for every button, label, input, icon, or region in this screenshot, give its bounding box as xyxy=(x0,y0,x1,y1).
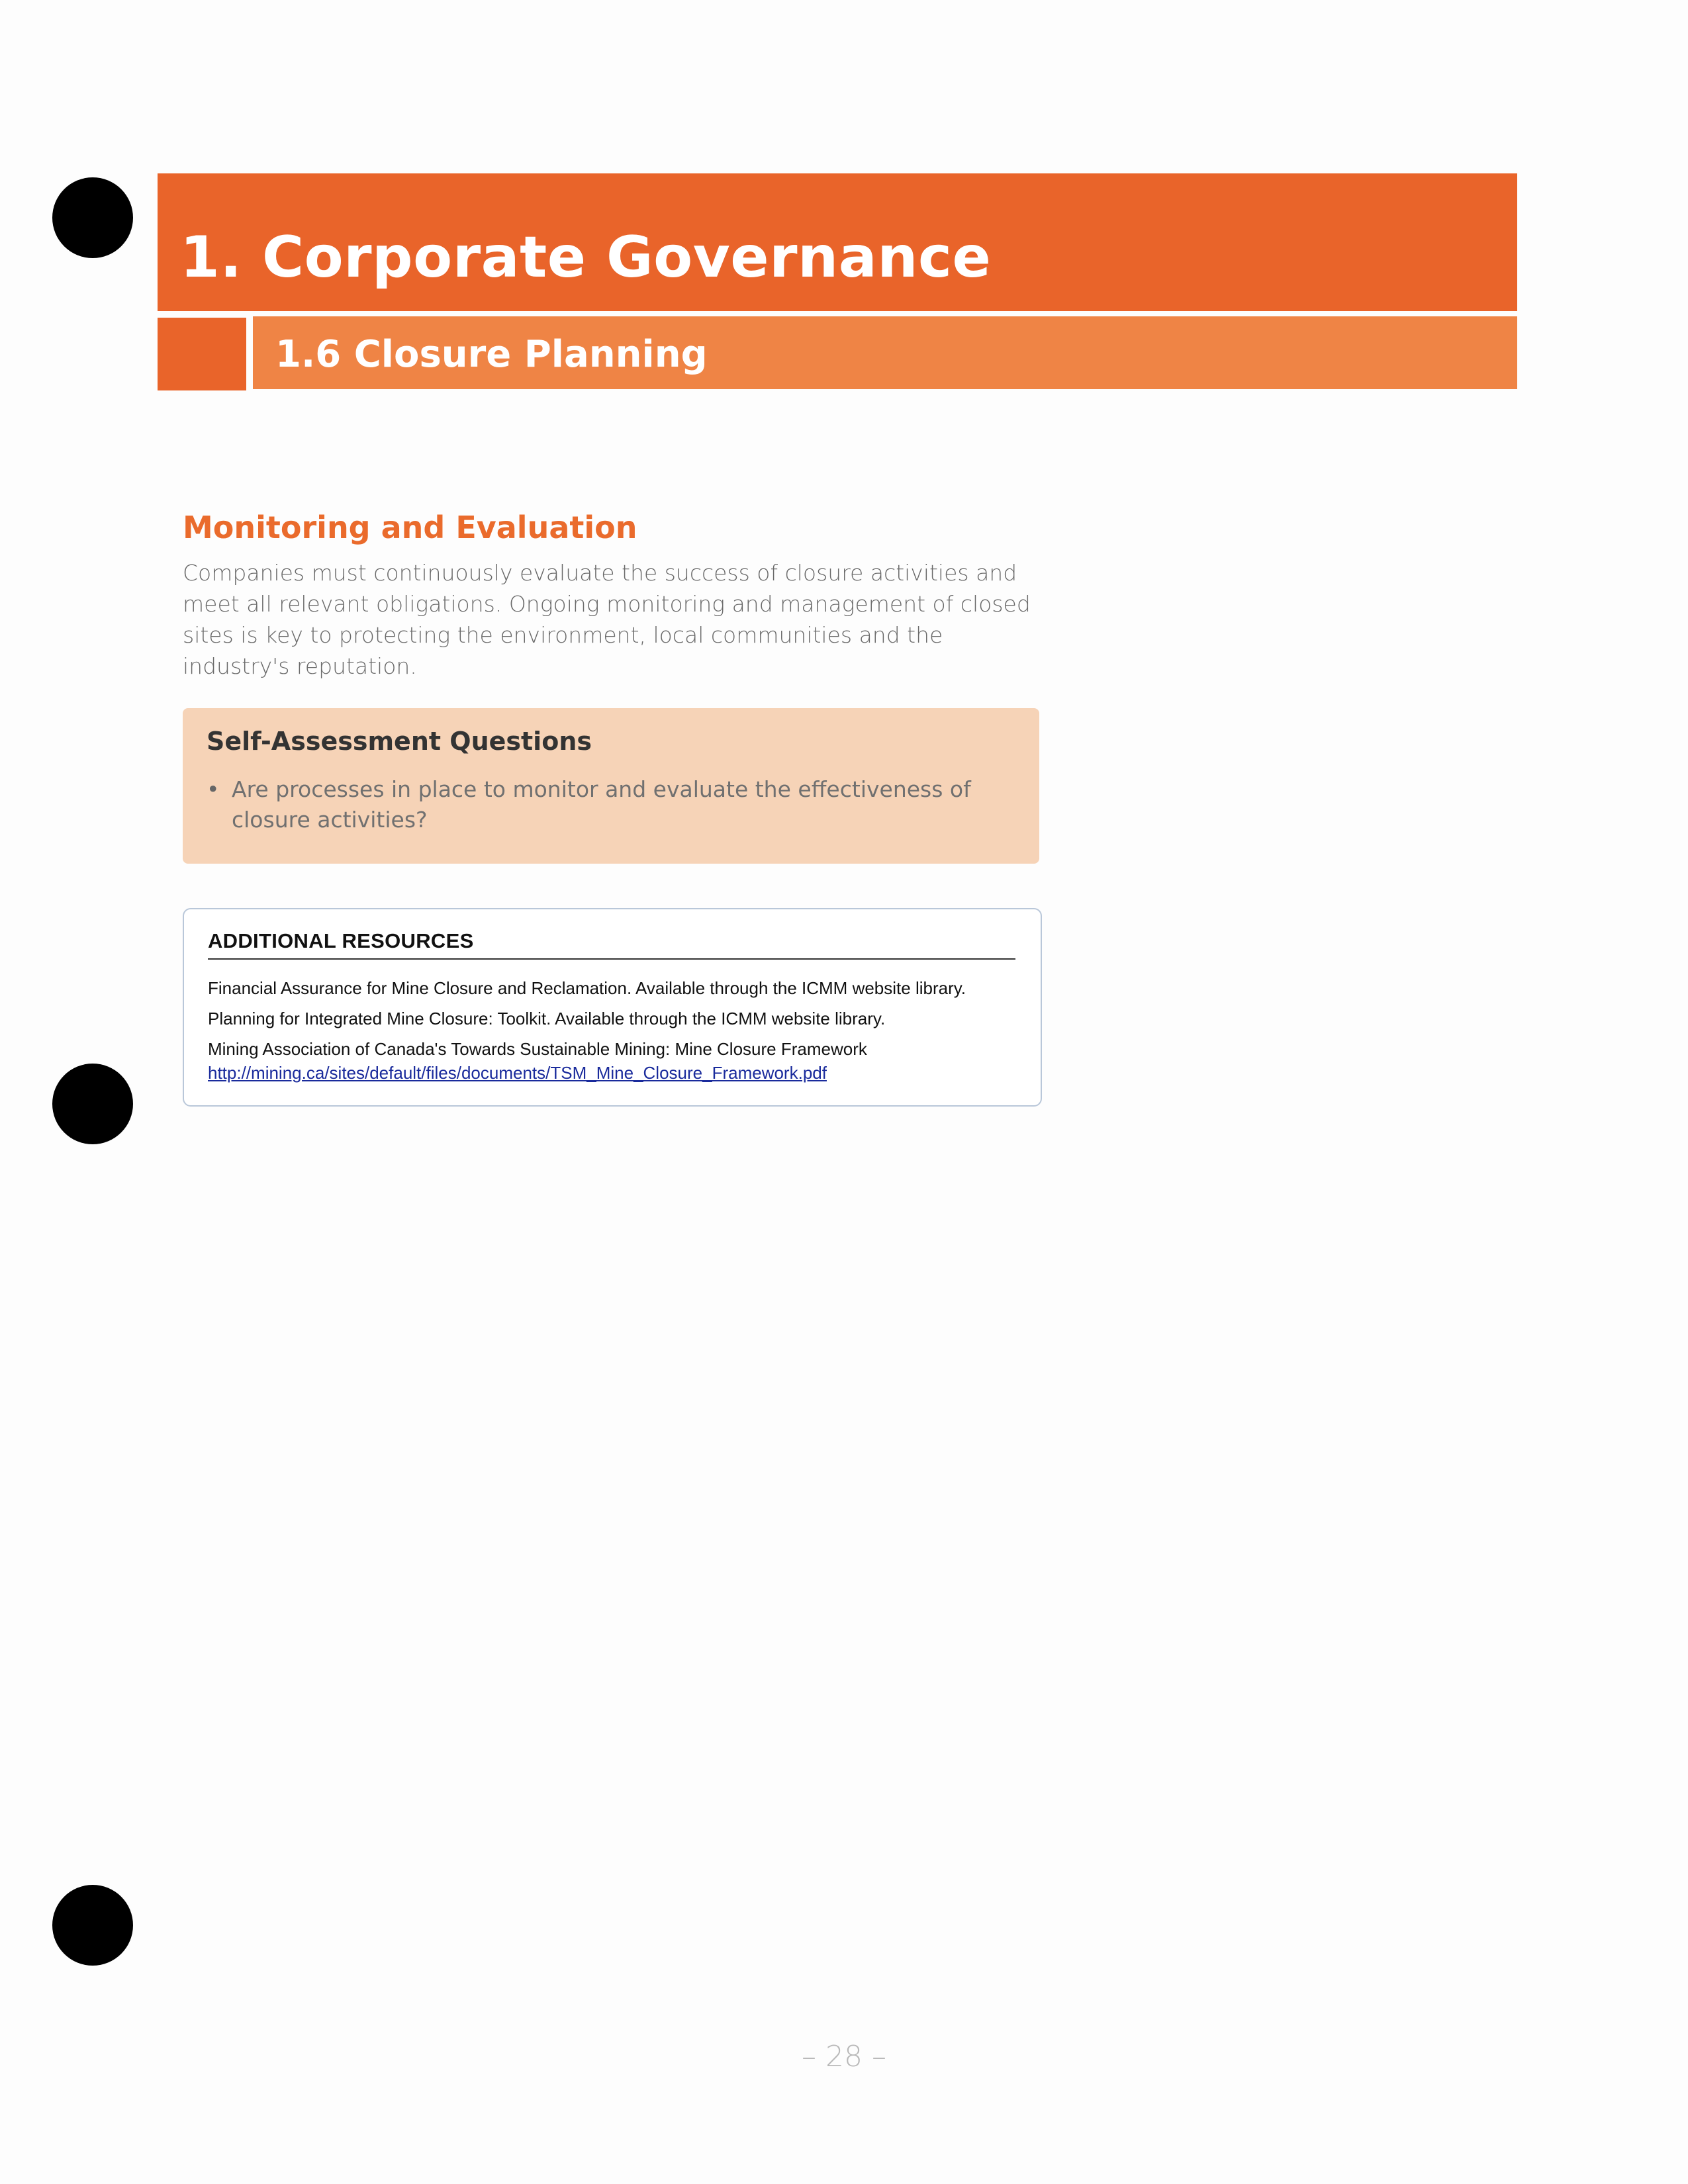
additional-resources-heading: ADDITIONAL RESOURCES xyxy=(208,929,474,952)
self-assessment-heading: Self-Assessment Questions xyxy=(207,727,592,756)
subchapter-banner-accent xyxy=(158,318,246,390)
bullet-icon: • xyxy=(207,776,220,802)
heading-divider xyxy=(208,958,1015,960)
resource-item: Mining Association of Canada's Towards Sustainable Mining: Mine Closure Framework xyxy=(208,1039,867,1059)
resource-link[interactable]: http://mining.ca/sites/default/files/documents/TSM_Mine_Closure_Framework.pdf xyxy=(208,1063,827,1083)
section-body: Companies must continuously evaluate the success of closure activities and meet all relevant obligations. Ongoing monitoring and management of closed sites is key to protecting the environment, local communities and the industry's reputation. xyxy=(183,560,1031,679)
chapter-title: 1. Corporate Governance xyxy=(180,224,992,291)
subchapter-banner xyxy=(253,316,1517,389)
resource-item: Financial Assurance for Mine Closure and Reclamation. Available through the ICMM website library. xyxy=(208,978,966,998)
self-assessment-question xyxy=(207,774,1001,835)
self-assessment-list xyxy=(207,774,1001,835)
additional-resources-box xyxy=(183,908,1042,1107)
chapter-banner xyxy=(158,173,1517,311)
subchapter-title: 1.6 Closure Planning xyxy=(275,333,708,376)
question-text: Are processes in place to monitor and evaluate the effectiveness of closure activities? xyxy=(232,776,971,833)
punch-hole-bottom xyxy=(52,1885,133,1966)
resource-item: Planning for Integrated Mine Closure: Toolkit. Available through the ICMM website library. xyxy=(208,1009,886,1028)
self-assessment-box xyxy=(183,708,1039,864)
punch-hole-middle xyxy=(52,1064,133,1144)
punch-hole-top xyxy=(52,177,133,258)
page-number: – 28 – xyxy=(802,2040,886,2073)
section-heading: Monitoring and Evaluation xyxy=(183,510,637,545)
